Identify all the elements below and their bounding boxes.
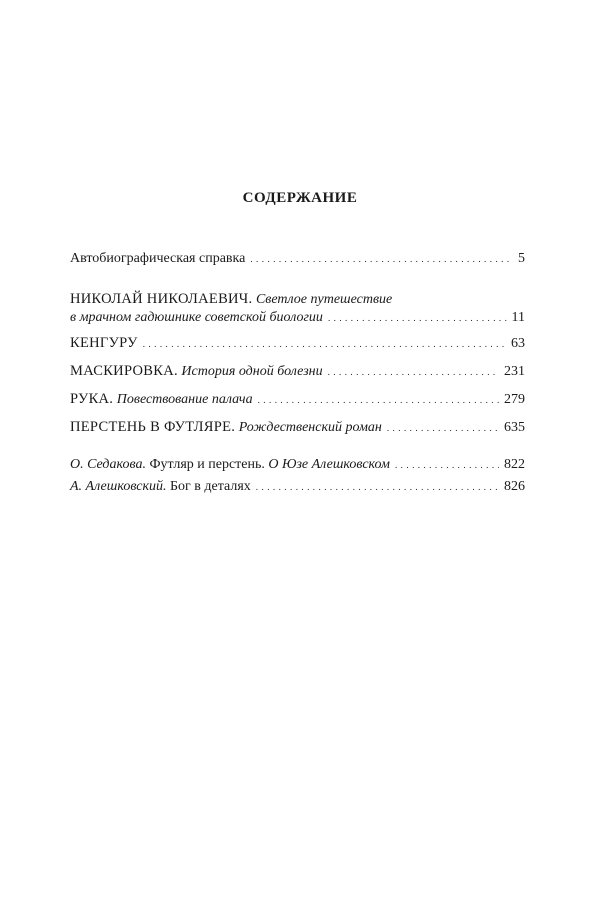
toc-entry-ruka[interactable] bbox=[70, 390, 525, 409]
toc-entry-autobiography[interactable] bbox=[70, 250, 525, 268]
entry-title: РУКА. bbox=[70, 391, 114, 407]
entry-title: Автобиографическая справка bbox=[70, 251, 246, 266]
dot-leader bbox=[256, 478, 499, 496]
entry-title: НИКОЛАЙ НИКОЛАЕВИЧ. bbox=[70, 291, 253, 307]
entry-page-number: 63 bbox=[511, 336, 525, 351]
dot-leader bbox=[328, 363, 499, 381]
entry-page-number: 279 bbox=[504, 392, 525, 407]
entry-author: А. Алешковский. bbox=[70, 479, 167, 494]
dot-leader bbox=[250, 250, 513, 268]
toc-heading: СОДЕРЖАНИЕ bbox=[242, 190, 358, 206]
entry-title: КЕНГУРУ bbox=[70, 335, 138, 351]
entry-subtitle: История одной болезни bbox=[181, 364, 323, 379]
entry-page-number: 231 bbox=[504, 364, 525, 379]
dot-leader bbox=[387, 419, 499, 437]
entry-page-number: 635 bbox=[504, 420, 525, 435]
toc-entry-persten[interactable] bbox=[70, 418, 525, 437]
entry-page-number: 822 bbox=[504, 457, 525, 472]
toc-entry-kenguru[interactable] bbox=[70, 334, 525, 353]
entry-title: ПЕРСТЕНЬ В ФУТЛЯРЕ. bbox=[70, 419, 236, 435]
toc-entry-sedakova[interactable] bbox=[70, 456, 525, 474]
entry-subtitle: Светлое путешествие bbox=[255, 292, 393, 307]
toc-entry-maskirovka[interactable] bbox=[70, 362, 525, 381]
toc-entry-nikolai-nikolaevich[interactable] bbox=[70, 290, 525, 327]
dot-leader bbox=[143, 335, 506, 353]
dot-leader bbox=[328, 309, 507, 327]
entry-subtitle: О Юзе Алешковском bbox=[268, 457, 390, 472]
entry-page-number: 11 bbox=[511, 310, 525, 325]
entry-title: Футляр и перстень. bbox=[149, 457, 265, 472]
toc-entry-aleshkovsky[interactable] bbox=[70, 478, 525, 496]
entry-title: Бог в деталях bbox=[170, 479, 251, 494]
entry-page-number: 5 bbox=[518, 251, 525, 266]
entry-title: МАСКИРОВКА. bbox=[70, 363, 178, 379]
dot-leader bbox=[395, 456, 499, 474]
entry-subtitle: Повествование палача bbox=[116, 392, 253, 407]
entry-subtitle: Рождественский роман bbox=[238, 420, 382, 435]
dot-leader bbox=[258, 391, 499, 409]
entry-page-number: 826 bbox=[504, 479, 525, 494]
entry-author: О. Седакова. bbox=[70, 457, 146, 472]
entry-subtitle-continued: в мрачном гадюшнике советской биологии bbox=[70, 310, 323, 325]
